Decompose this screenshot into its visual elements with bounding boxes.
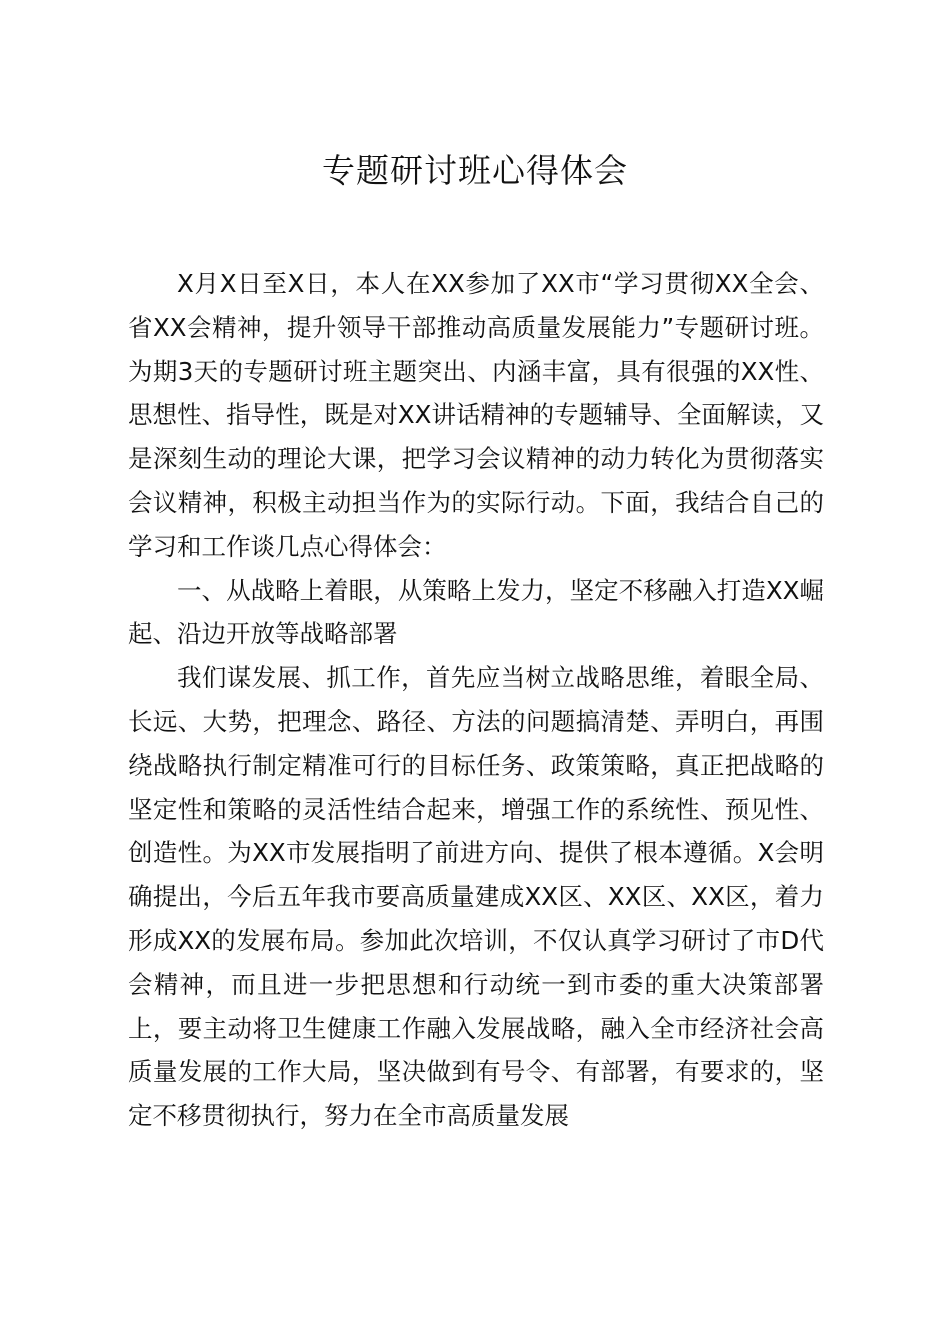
section-1-paragraph: 我们谋发展、抓工作，首先应当树立战略思维，着眼全局、长远、大势，把理念、路径、方法的问题搞清楚、弄明白，再围绕战略执行制定精准可行的目标任务、政策策略，真正把战略的坚定性和策略的灵活性结合起来，增强工作的系统性、预见性、创造性。为XX市发展指明了前进方向、提供了根本遵循。X会明确提出，今后五年我市要高质量建成XX区、XX区、XX区，着力形成XX的发展布局。参加此次培训，不仅认真学习研讨了市D代会精神，而且进一步把思想和行动统一到市委的重大决策部署上，要主动将卫生健康工作融入发展战略，融入全市经济社会高质量发展的工作大局，坚决做到有号令、有部署，有要求的，坚定不移贯彻执行，努力在全市高质量发展 xyxy=(128,663,824,1131)
section-heading-1: 一、从战略上着眼，从策略上发力，坚定不移融入打造XX崛起、沿边开放等战略部署 xyxy=(128,575,824,649)
document-body xyxy=(128,262,824,1138)
intro-paragraph: X月X日至X日，本人在XX参加了XX市“学习贯彻XX全会、省XX会精神，提升领导干部推动高质量发展能力”专题研讨班。为期3天的专题研讨班主题突出、内涵丰富，具有很强的XX性、思想性、指导性，既是对XX讲话精神的专题辅导、全面解读，又是深刻生动的理论大课，把学习会议精神的动力转化为贯彻落实会议精神，积极主动担当作为的实际行动。下面，我结合自己的学习和工作谈几点心得体会： xyxy=(128,269,824,561)
document-title: 专题研讨班心得体会 xyxy=(322,151,628,190)
